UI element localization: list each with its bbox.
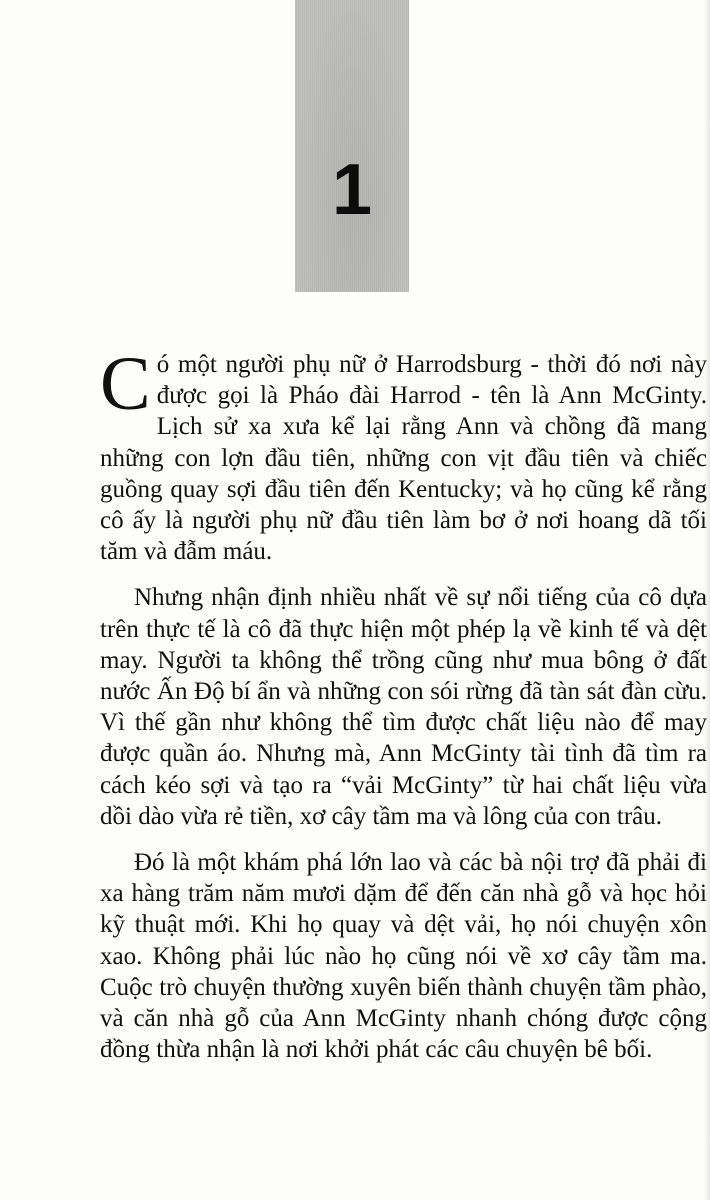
paragraph-1 [100,342,707,567]
body-text [100,342,707,1080]
paragraph-2 [100,582,707,832]
paragraph-3 [100,847,707,1065]
drop-cap: C [100,342,151,426]
paragraph-2-text: Nhưng nhận định nhiều nhất về sự nổi tiếng của cô dựa trên thực tế là cô đã thực hiện một phép lạ về kinh tế và dệt may. Người ta không thể trồng cũng như mua bông ở đất nước Ấn Độ bí ẩn và những con sói rừng đã tàn sát đàn cừu. Vì thế gần như không thể tìm được chất liệu nào để may được quần áo. Nhưng mà, Ann McGinty tài tình đã tìm ra cách kéo sợi và tạo ra “vải McGinty” từ hai chất liệu vừa dồi dào vừa rẻ tiền, xơ cây tầm ma và lông của con trâu. [100,584,707,830]
paragraph-1-text: ó một người phụ nữ ở Harrodsburg - thời đó nơi này được gọi là Pháo đài Harrod - tên là Ann McGinty. Lịch sử xa xưa kể lại rằng Ann và chồng đã mang những con lợn đầu tiên, những con vịt đầu tiên và chiếc guồng quay sợi đầu tiên đến Kentucky; và họ cũng kể rằng cô ấy là người phụ nữ đầu tiên làm bơ ở nơi hoang dã tối tăm và đẫm máu. [100,351,707,566]
paragraph-3-text: Đó là một khám phá lớn lao và các bà nội trợ đã phải đi xa hàng trăm năm mươi dặm để đến căn nhà gỗ và học hỏi kỹ thuật mới. Khi họ quay và dệt vải, họ nói chuyện xôn xao. Không phải lúc nào họ cũng nói về xơ cây tầm ma. Cuộc trò chuyện thường xuyên biến thành chuyện tầm phào, và căn nhà gỗ của Ann McGinty nhanh chóng được cộng đồng thừa nhận là nơi khởi phát các câu chuyện bê bối. [100,849,707,1064]
chapter-heading-band [295,0,409,292]
chapter-number: 1 [331,150,373,230]
